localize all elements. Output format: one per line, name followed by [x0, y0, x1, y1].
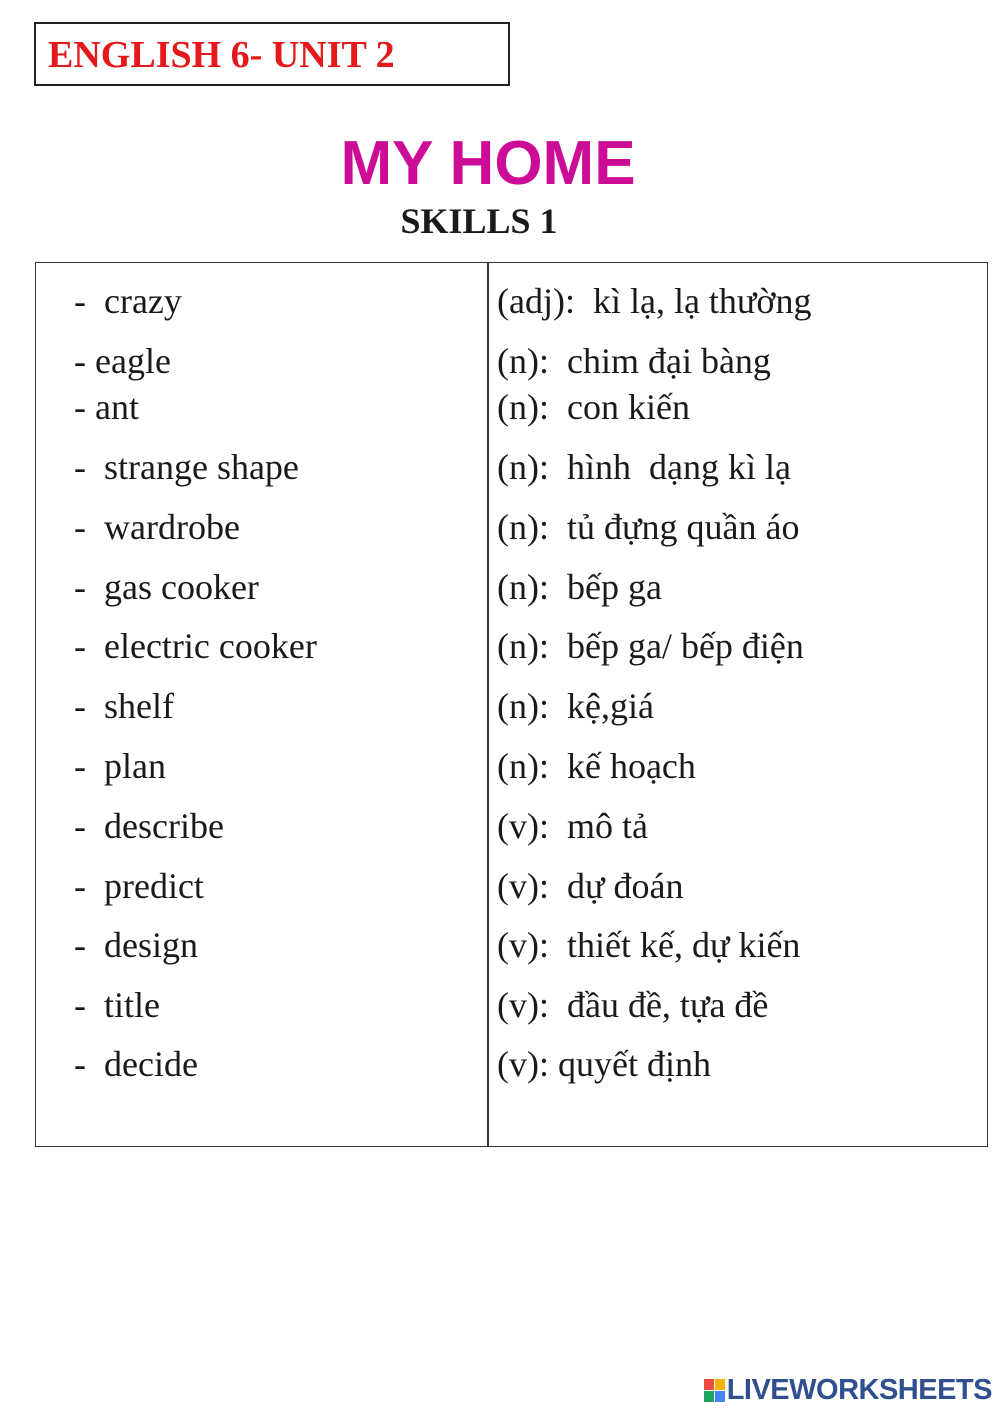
- vocabulary-table: [35, 262, 988, 1147]
- vocab-row: [36, 1041, 987, 1087]
- logo-tile: [704, 1391, 714, 1402]
- watermark-text: LIVEWORKSHEETS: [726, 1374, 992, 1406]
- vocab-term: - eagle: [74, 341, 171, 381]
- vocab-meaning: (v): quyết định: [497, 1044, 711, 1084]
- vocab-term: - decide: [74, 1044, 198, 1084]
- vocab-row: [36, 444, 987, 490]
- vocab-meaning: (n): chim đại bàng: [497, 341, 771, 381]
- logo-tile: [715, 1379, 725, 1390]
- unit-label-box: [34, 22, 510, 86]
- liveworksheets-logo-icon: [704, 1379, 725, 1402]
- vocab-term: - design: [74, 925, 198, 965]
- vocab-row: [36, 922, 987, 968]
- unit-label: ENGLISH 6- UNIT 2: [48, 34, 395, 76]
- vocab-term: - crazy: [74, 281, 182, 321]
- logo-tile: [715, 1391, 725, 1402]
- page-title: MY HOME: [340, 129, 636, 198]
- vocab-meaning: (v): mô tả: [497, 806, 648, 846]
- vocab-meaning: (n): hình dạng kì lạ: [497, 447, 791, 487]
- vocab-term: - ant: [74, 387, 139, 427]
- vocab-term: - plan: [74, 746, 166, 786]
- vocab-row: [36, 863, 987, 909]
- vocab-row: [36, 278, 987, 324]
- vocab-term: - strange shape: [74, 447, 299, 487]
- vocab-term: - predict: [74, 866, 204, 906]
- vocab-term: - wardrobe: [74, 507, 240, 547]
- vocab-row: [36, 504, 987, 550]
- logo-tile: [704, 1379, 714, 1390]
- vocab-meaning: (n): kế hoạch: [497, 746, 696, 786]
- vocab-row: [36, 683, 987, 729]
- vocab-meaning: (n): bếp ga/ bếp điện: [497, 626, 804, 666]
- vocab-term: - shelf: [74, 686, 174, 726]
- vocab-meaning: (n): bếp ga: [497, 567, 662, 607]
- page-subtitle: SKILLS 1: [400, 201, 558, 241]
- vocab-meaning: (v): dự đoán: [497, 866, 684, 906]
- vocab-term: - describe: [74, 806, 224, 846]
- vocab-meaning: (adj): kì lạ, lạ thường: [497, 281, 812, 321]
- vocab-meaning: (v): thiết kế, dự kiến: [497, 925, 801, 965]
- vocab-meaning: (n): tủ đựng quần áo: [497, 507, 800, 547]
- vocab-row: [36, 982, 987, 1028]
- vocab-term: - title: [74, 985, 160, 1025]
- vocab-meaning: (v): đầu đề, tựa đề: [497, 985, 769, 1025]
- vocab-row: [36, 338, 987, 384]
- vocab-meaning: (n): kệ,giá: [497, 686, 654, 726]
- vocab-row: [36, 743, 987, 789]
- vocab-row: [36, 564, 987, 610]
- vocab-meaning: (n): con kiến: [497, 387, 690, 427]
- vocab-row: [36, 803, 987, 849]
- vocab-term: - electric cooker: [74, 626, 317, 666]
- vocab-row: [36, 623, 987, 669]
- vocab-term: - gas cooker: [74, 567, 259, 607]
- liveworksheets-watermark: [704, 1374, 992, 1407]
- vocab-row: [36, 384, 987, 430]
